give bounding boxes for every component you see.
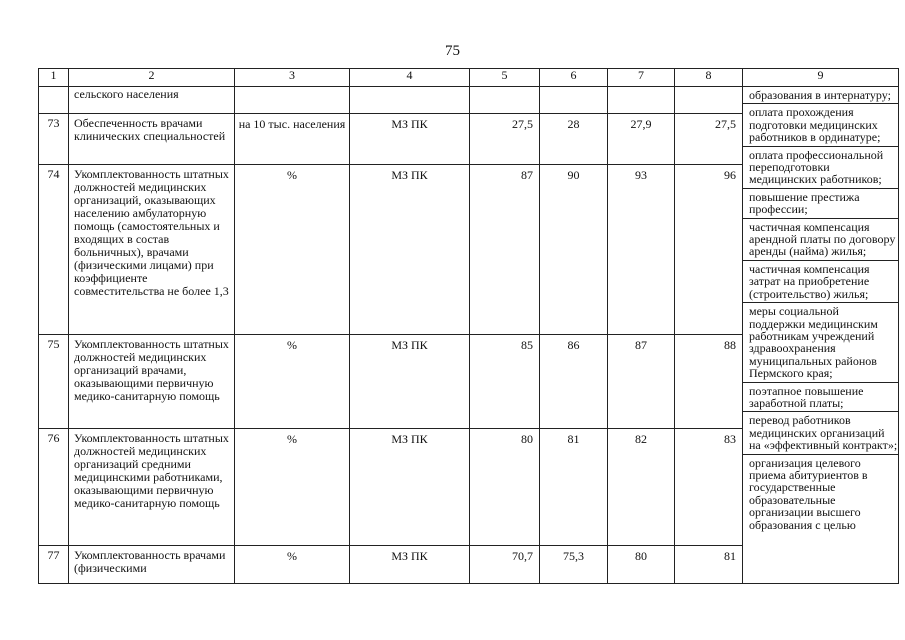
indicators-table	[38, 68, 899, 584]
unit-cell: на 10 тыс. населения	[235, 114, 350, 165]
value-cell: 27,9	[608, 114, 675, 165]
value-cell: 96	[675, 165, 743, 335]
value-cell: 85	[470, 335, 540, 429]
measure-item: меры социальной поддержки медицинским работникам учреждений здравоохранения муниципальных районов Пермского края;	[743, 305, 898, 382]
value-cell: 93	[608, 165, 675, 335]
unit-cell: %	[235, 429, 350, 546]
measure-item: повышение престижа профессии;	[743, 191, 898, 219]
measures-cell	[743, 87, 899, 584]
header-cell: 9	[743, 69, 899, 87]
measure-item: поэтапное повышение заработной платы;	[743, 385, 898, 413]
table-row	[39, 87, 899, 114]
responsible-cell: МЗ ПК	[350, 114, 470, 165]
row-number: 74	[39, 165, 69, 335]
indicator-cell: Укомплектованность врачами (физическими	[69, 546, 235, 584]
header-cell: 8	[675, 69, 743, 87]
measure-item: перевод работников медицинских организаций на «эффективный контракт»;	[743, 414, 898, 454]
header-row	[39, 69, 899, 87]
measure-item: частичная компенсация арендной платы по договору аренды (найма) жилья;	[743, 221, 898, 261]
unit-cell: %	[235, 165, 350, 335]
row-number: 73	[39, 114, 69, 165]
responsible-cell: МЗ ПК	[350, 429, 470, 546]
value-cell: 27,5	[470, 114, 540, 165]
value-cell: 28	[540, 114, 608, 165]
unit-cell: %	[235, 546, 350, 584]
row-number: 77	[39, 546, 69, 584]
header-cell: 2	[69, 69, 235, 87]
header-cell: 7	[608, 69, 675, 87]
header-cell: 4	[350, 69, 470, 87]
value-cell: 81	[540, 429, 608, 546]
header-cell: 3	[235, 69, 350, 87]
measure-item: оплата прохождения подготовки медицинских работников в ординатуре;	[743, 106, 898, 146]
indicator-cell: Укомплектованность штатных должностей медицинских организаций средними медицинскими работниками, оказывающими первичную медико-санитарную помощь	[69, 429, 235, 546]
row-number: 75	[39, 335, 69, 429]
page-number: 75	[445, 43, 460, 59]
indicator-cell: Укомплектованность штатных должностей медицинских организаций врачами, оказывающими первичную медико-санитарную помощь	[69, 335, 235, 429]
value-cell: 81	[675, 546, 743, 584]
value-cell: 86	[540, 335, 608, 429]
value-cell: 75,3	[540, 546, 608, 584]
value-cell: 87	[470, 165, 540, 335]
unit-cell: %	[235, 335, 350, 429]
measure-item: частичная компенсация затрат на приобретение (строительство) жилья;	[743, 263, 898, 303]
responsible-cell: МЗ ПК	[350, 335, 470, 429]
value-cell: 27,5	[675, 114, 743, 165]
row-number: 76	[39, 429, 69, 546]
value-cell: 70,7	[470, 546, 540, 584]
responsible-cell: МЗ ПК	[350, 165, 470, 335]
header-cell: 6	[540, 69, 608, 87]
indicator-cell: Обеспеченность врачами клинических специальностей	[69, 114, 235, 165]
value-cell: 90	[540, 165, 608, 335]
measure-item: организация целевого приема абитуриентов в государственные образовательные организации высшего образования с целью	[749, 455, 868, 532]
measure-item: оплата профессиональной переподготовки медицинских работников;	[743, 149, 898, 189]
value-cell: 87	[608, 335, 675, 429]
value-cell: 80	[470, 429, 540, 546]
value-cell: 83	[675, 429, 743, 546]
indicator-cell: Укомплектованность штатных должностей медицинских организаций, оказывающих населению амбулаторную помощь (самостоятельных и входящих в состав больничных), врачами (физическими лицами) при коэффициенте совместительства не более 1,3	[69, 165, 235, 335]
header-cell: 5	[470, 69, 540, 87]
header-cell: 1	[39, 69, 69, 87]
value-cell: 80	[608, 546, 675, 584]
value-cell: 82	[608, 429, 675, 546]
indicator-cell: сельского населения	[69, 87, 235, 114]
responsible-cell: МЗ ПК	[350, 546, 470, 584]
value-cell: 88	[675, 335, 743, 429]
measure-item: образования в интернатуру;	[743, 89, 898, 104]
